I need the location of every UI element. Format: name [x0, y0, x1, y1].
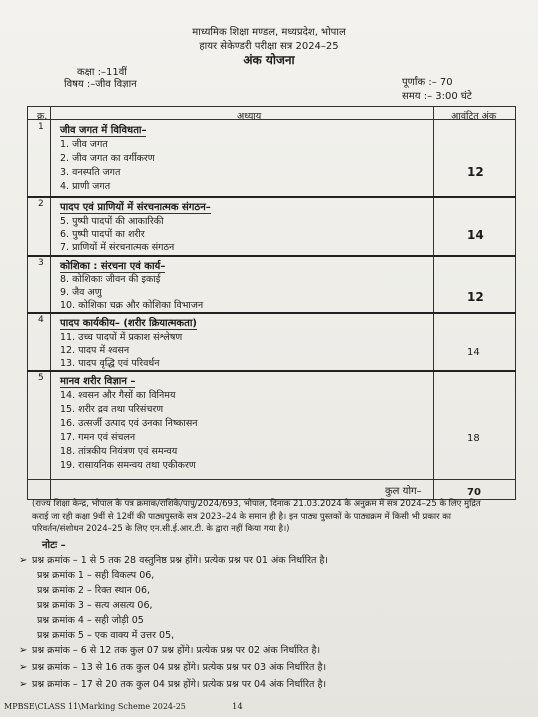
subject-label: विषय :–जीव विज्ञान	[64, 79, 137, 90]
section-marks: 12	[467, 290, 484, 304]
table-row	[27, 371, 516, 479]
note-label: नोटः –	[42, 540, 66, 551]
section-title: कोशिका : संरचना एवं कार्य–	[60, 261, 166, 272]
arrow-bullet-icon: ➢	[19, 662, 28, 673]
marks-table	[27, 106, 516, 500]
table-row	[27, 313, 516, 370]
chapter-item: 10. कोशिका चक्र और कोशिका विभाजन	[60, 300, 204, 311]
chapter-item: 17. गमन एवं संचलन	[60, 432, 136, 443]
note-line: ➢ प्रश्न क्रमांक – 17 से 20 तक कुल 04 प्रश्न होंगे। प्रत्येक प्रश्न पर 04 अंक निर्धारित है।	[19, 679, 327, 690]
chapter-item: 6. पुष्पी पादपों का शरीर	[60, 229, 145, 240]
page-title: अंक योजना	[243, 53, 295, 67]
chapter-item: 19. रासायनिक समन्वय तथा एकीकरण	[60, 460, 196, 471]
total-value: 70	[467, 487, 481, 498]
note-line: प्रश्न क्रमांक 1 – सही विकल्प 06,	[37, 570, 155, 581]
full-marks-label: पूर्णांक :– 70	[402, 77, 453, 88]
arrow-bullet-icon: ➢	[19, 679, 28, 690]
section-number: 4	[38, 315, 44, 325]
table-row	[27, 256, 516, 312]
table-row	[27, 120, 516, 196]
circular-reference-note	[32, 498, 522, 536]
chapter-item: 4. प्राणी जगत	[60, 181, 111, 192]
section-number: 2	[38, 199, 44, 209]
chapter-item: 7. प्राणियों में संरचनात्मक संगठन	[60, 242, 175, 253]
section-number: 1	[38, 122, 44, 132]
time-label: समय :– 3:00 घंटे	[402, 91, 472, 102]
paragraph-line: (राज्य शिक्षा केन्द्र, भोपाल के पत्र क्रमांक/राशिके/पापु/2024/693, भोपाल, दिनांक 21.03.2024 के अनुक्रम में सत्र 2024–25 के लिए मुद्रित	[32, 499, 481, 509]
section-title: मानव शरीर विज्ञान –	[60, 376, 136, 387]
page-number: 14	[232, 702, 243, 712]
chapter-item: 14. श्वसन और गैसों का विनिमय	[60, 390, 176, 401]
col-header-no: क्र.	[37, 111, 48, 122]
section-number: 3	[38, 258, 44, 268]
chapter-item: 3. वनस्पति जगत	[60, 167, 121, 178]
note-line: ➢ प्रश्न क्रमांक – 1 से 5 तक 28 वस्तुनिष्ठ प्रश्न होंगे। प्रत्येक प्रश्न पर 01 अंक निर्धारित है।	[19, 555, 329, 566]
arrow-bullet-icon: ➢	[19, 555, 28, 566]
paragraph-line: परिवर्तन/संशोधन 2024–25 के लिए एन.सी.ई.आर.टी. के द्वारा नहीं किया गया है।)	[32, 524, 290, 534]
col-header-marks: आवंटित अंक	[451, 111, 497, 122]
footer-path: MPBSE\CLASS 11\Marking Scheme 2024-25	[4, 702, 186, 711]
section-title: पादप एवं प्राणियों में संरचनात्मक संगठन–	[60, 202, 211, 213]
note-line: प्रश्न क्रमांक 3 – सत्य असत्य 06,	[37, 600, 153, 611]
chapter-item: 16. उत्सर्जी उत्पाद एवं उनका निष्कासन	[60, 418, 198, 429]
chapter-item: 15. शरीर द्रव तथा परिसंचरण	[60, 404, 164, 415]
chapter-item: 1. जीव जगत	[60, 139, 108, 150]
chapter-item: 11. उच्च पादपों में प्रकाश संश्लेषण	[60, 332, 183, 343]
section-number: 5	[38, 373, 44, 383]
table-row	[27, 197, 516, 255]
board-name: माध्यमिक शिक्षा मण्डल, मध्यप्रदेश, भोपाल	[192, 27, 346, 38]
col-header-chapter: अध्याय	[237, 111, 262, 122]
note-line: प्रश्न क्रमांक 5 – एक वाक्य में उत्तर 05,	[37, 630, 175, 641]
section-marks: 18	[467, 433, 480, 444]
section-marks: 14	[467, 347, 480, 358]
chapter-item: 2. जीव जगत का वर्गीकरण	[60, 153, 155, 164]
note-line: ➢ प्रश्न क्रमांक – 13 से 16 तक कुल 04 प्रश्न होंगे। प्रत्येक प्रश्न पर 03 अंक निर्धारित है।	[19, 662, 327, 673]
section-title: पादप कार्यकीय– (शरीर क्रियात्मकता)	[60, 318, 197, 329]
note-line: ➢ प्रश्न क्रमांक – 6 से 12 तक कुल 07 प्रश्न होंगे। प्रत्येक प्रश्न पर 02 अंक निर्धारित है।	[19, 645, 321, 656]
note-line: प्रश्न क्रमांक 4 – सही जोड़ी 05	[37, 615, 144, 626]
section-marks: 12	[467, 165, 484, 179]
chapter-item: 13. पादप वृद्धि एवं परिवर्धन	[60, 358, 160, 369]
chapter-item: 5. पुष्पी पादपों की आकारिकी	[60, 216, 164, 227]
chapter-item: 8. कोशिकाः जीवन की इकाई	[60, 274, 161, 285]
total-label: कुल योग–	[385, 486, 422, 497]
chapter-item: 12. पादप में श्वसन	[60, 345, 130, 356]
paragraph-line: कराई जा रही कक्षा 9वीं से 12वीं की पाठ्यपुस्तकें सत्र 2023–24 के समान ही है। इन पाठ्य पुस्तकों के पाठ्यक्रम में किसी भी प्रकार का	[32, 511, 452, 522]
note-line: प्रश्न क्रमांक 2 – रिक्त स्थान 06,	[37, 585, 151, 596]
class-label: कक्षा :–11वीं	[77, 67, 127, 78]
exam-session: हायर सेकेण्डरी परीक्षा सत्र 2024–25	[199, 41, 339, 52]
section-title: जीव जगत में विविधता–	[60, 125, 147, 136]
arrow-bullet-icon: ➢	[19, 645, 28, 656]
section-marks: 14	[467, 228, 484, 242]
chapter-item: 9. जैव अणु	[60, 287, 102, 298]
chapter-item: 18. तांत्रकीय नियंत्रण एवं समन्वय	[60, 446, 178, 457]
